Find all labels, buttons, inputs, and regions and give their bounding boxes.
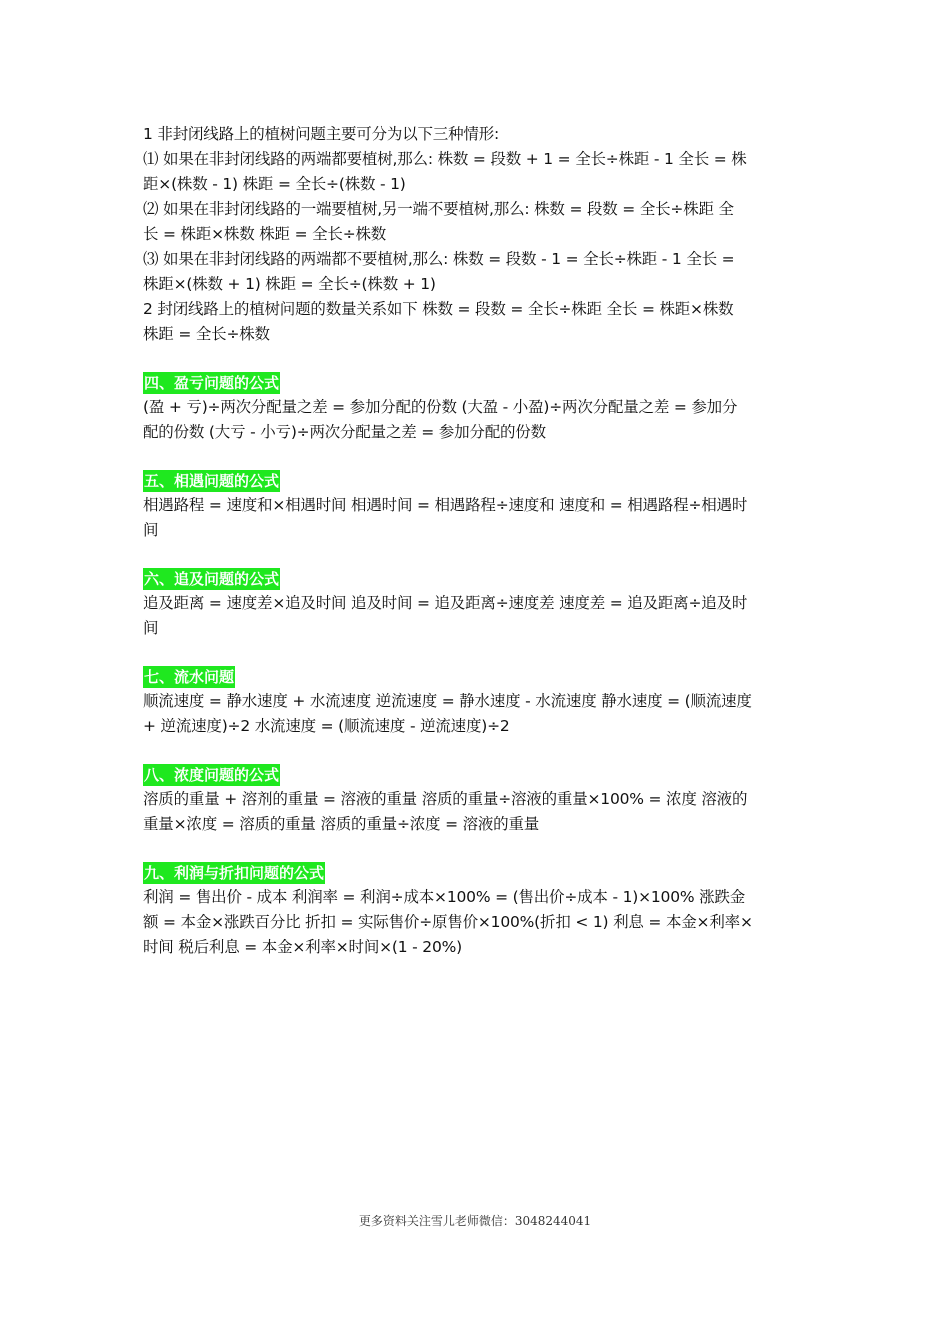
section-line: 间 (143, 521, 159, 539)
section-line: 间 (143, 619, 159, 637)
section-line: 相遇路程 = 速度和×相遇时间 相遇时间 = 相遇路程÷速度和 速度和 = 相遇路程÷相遇时 (143, 496, 748, 514)
section-line: 配的份数 (大亏 - 小亏)÷两次分配量之差 = 参加分配的份数 (143, 423, 546, 441)
section-heading: 九、利润与折扣问题的公式 (144, 864, 325, 882)
intro-line: 株距 = 全长÷株数 (143, 325, 270, 343)
section-heading: 八、浓度问题的公式 (144, 766, 280, 784)
intro-line: ⑴ 如果在非封闭线路的两端都要植树,那么: 株数 = 段数 + 1 = 全长÷株距 - 1 全长 = 株 (143, 150, 747, 168)
intro-line: ⑵ 如果在非封闭线路的一端要植树,另一端不要植树,那么: 株数 = 段数 = 全长÷株距 全 (143, 200, 734, 218)
section-flow (143, 641, 808, 739)
section-heading: 五、相遇问题的公式 (144, 472, 280, 490)
intro-line: 株距×(株数 + 1) 株距 = 全长÷(株数 + 1) (143, 275, 436, 293)
intro-line: 距×(株数 - 1) 株距 = 全长÷(株数 - 1) (143, 175, 406, 193)
intro-line: 2 封闭线路上的植树问题的数量关系如下 株数 = 段数 = 全长÷株距 全长 = 株距×株数 (143, 300, 734, 318)
section-concentration (143, 739, 808, 837)
section-line: + 逆流速度)÷2 水流速度 = (顺流速度 - 逆流速度)÷2 (143, 717, 510, 735)
section-meeting (143, 445, 808, 543)
section-line: 顺流速度 = 静水速度 + 水流速度 逆流速度 = 静水速度 - 水流速度 静水速度 = (顺流速度 (143, 692, 752, 710)
section-line: 溶质的重量 + 溶剂的重量 = 溶液的重量 溶质的重量÷溶液的重量×100% = 浓度 溶液的 (143, 790, 748, 808)
intro-block (143, 122, 808, 347)
section-line: 时间 税后利息 = 本金×利率×时间×(1 - 20%) (143, 938, 462, 956)
section-profit-loss (143, 347, 808, 445)
intro-line: ⑶ 如果在非封闭线路的两端都不要植树,那么: 株数 = 段数 - 1 = 全长÷株距 - 1 全长 = (143, 250, 735, 268)
section-heading: 四、盈亏问题的公式 (144, 374, 280, 392)
intro-line: 长 = 株距×株数 株距 = 全长÷株数 (143, 225, 387, 243)
section-line: (盈 + 亏)÷两次分配量之差 = 参加分配的份数 (大盈 - 小盈)÷两次分配量之差 = 参加分 (143, 398, 738, 416)
section-line: 重量×浓度 = 溶质的重量 溶质的重量÷浓度 = 溶液的重量 (143, 815, 540, 833)
section-chase (143, 543, 808, 641)
section-line: 追及距离 = 速度差×追及时间 追及时间 = 追及距离÷速度差 速度差 = 追及距离÷追及时 (143, 594, 748, 612)
section-profit-discount (143, 837, 808, 960)
document-body (143, 122, 808, 960)
section-line: 额 = 本金×涨跌百分比 折扣 = 实际售价÷原售价×100%(折扣 < 1) 利息 = 本金×利率× (143, 913, 753, 931)
section-line: 利润 = 售出价 - 成本 利润率 = 利润÷成本×100% = (售出价÷成本 - 1)×100% 涨跌金 (143, 888, 746, 906)
intro-line: 1 非封闭线路上的植树问题主要可分为以下三种情形: (143, 125, 500, 143)
page-footer: 更多资料关注雪儿老师微信：3048244041 (358, 1214, 592, 1228)
section-heading: 七、流水问题 (144, 668, 235, 686)
section-heading: 六、追及问题的公式 (144, 570, 280, 588)
